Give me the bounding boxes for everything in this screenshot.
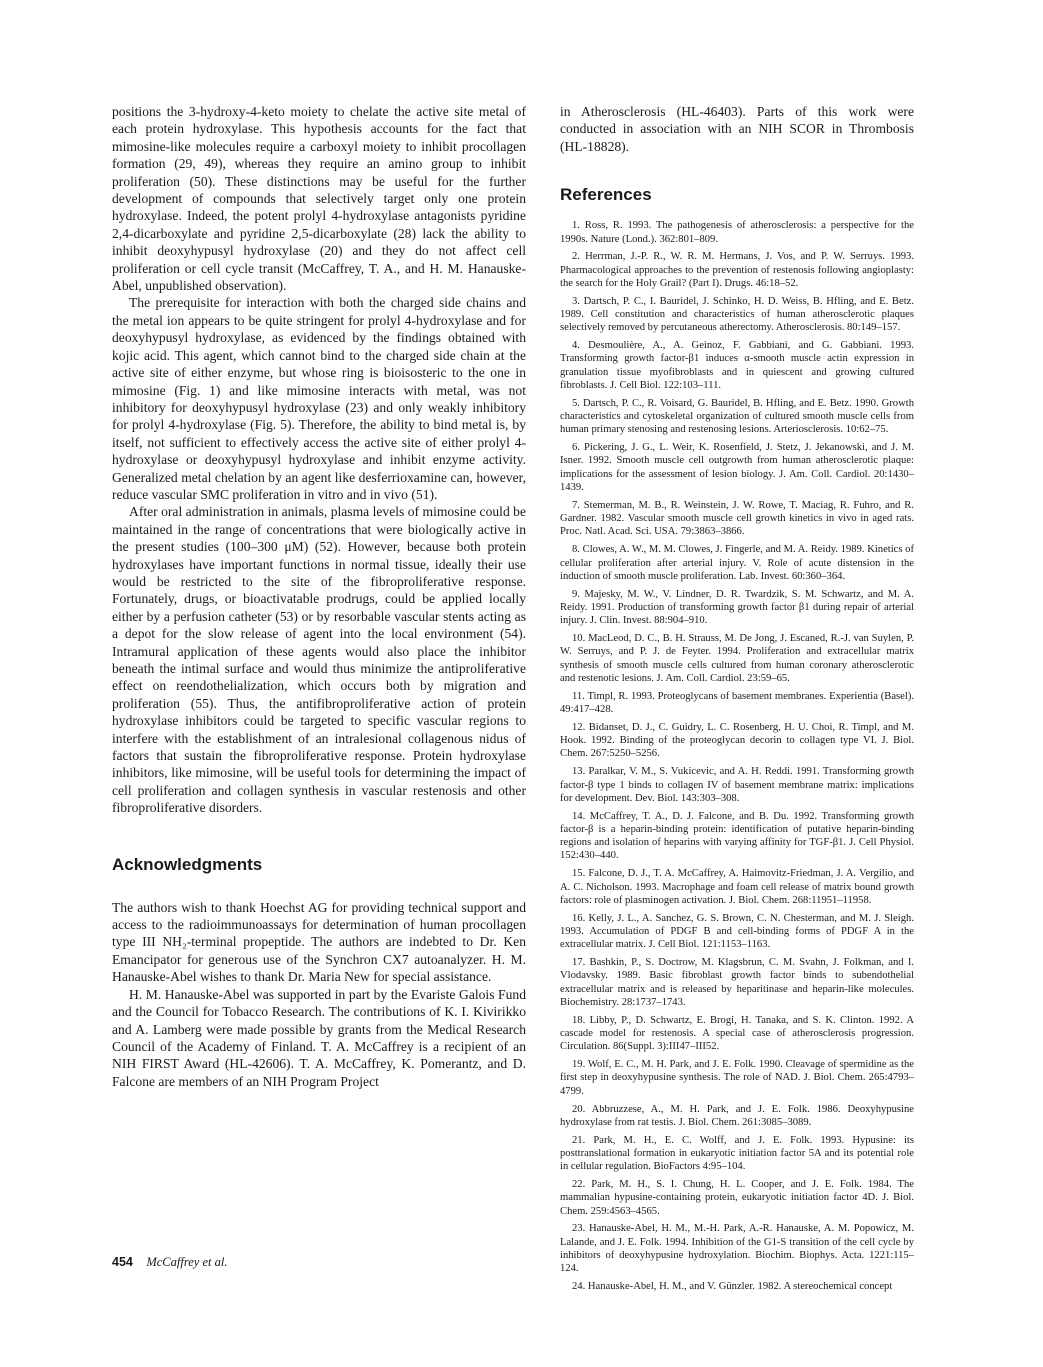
reference-item: 24. Hanauske-Abel, H. M., and V. Günzler. 1982. A stereochemical concept — [572, 1281, 893, 1293]
reference-item: 10. MacLeod, D. C., B. H. Strauss, M. De Jong, J. Escaned, R.-J. van Suylen, P. W. Serruys, and P. J. de Feyter. 1994. Proliferation and extracellular matrix synthesis of smooth muscle cells cultured from human coronary atherosclerotic and restenotic lesions. J. Am. Coll. Cardiol. 23:59–65. — [560, 633, 914, 684]
reference-item: 8. Clowes, A. W., M. M. Clowes, J. Fingerle, and M. A. Reidy. 1989. Kinetics of cellular proliferation after arterial injury. V. Role of acute distension in the induction of smooth muscle proliferation. Lab. Invest. 60:360–364. — [560, 544, 914, 582]
acknowledgments-paragraph: H. M. Hanauske-Abel was supported in part by the Evariste Galois Fund and the Council for Tobacco Research. The contributions of K. I. Kivirikko and A. Lamberg were made possible by grants from the Medical Research Council of the Academy of Finland. T. A. McCaffrey is a recipient of an NIH FIRST Award (HL-42606). T. A. McCaffrey, K. Pomerantz, and D. Falcone are members of an NIH Program Project — [112, 986, 526, 1089]
reference-item: 21. Park, M. H., E. C. Wolff, and J. E. Folk. 1993. Hypusine: its posttranslational formation in eukaryotic initiation factor 5A and its potential role in cellular regulation. BioFactors 4:95–104. — [560, 1134, 914, 1173]
page-footer — [112, 1255, 227, 1270]
references-heading: References — [560, 185, 652, 205]
reference-item: 2. Herrman, J.-P. R., W. R. M. Hermans, J. Vos, and P. W. Serruys. 1993. Pharmacological approaches to the prevention of restenosis following angioplasty: the search for the Holy Grail? (Part I). Drugs. 46:18–52. — [560, 251, 914, 289]
reference-item: 14. McCaffrey, T. A., D. J. Falcone, and B. Du. 1992. Transforming growth factor-β is a heparin-binding protein: identification of putative heparin-binding regions and isolation of heparins with varying affinity for TGF-β1. J. Cell Physiol. 152:430–440. — [560, 810, 914, 862]
reference-list — [560, 219, 914, 1293]
reference-item: 5. Dartsch, P. C., R. Voisard, G. Bauridel, B. Hfling, and E. Betz. 1990. Growth characteristics and cytoskeletal organization of cultured smooth muscle cells from human primary stenosing and restenosing lesions. Arteriosclerosis. 10:62–75. — [560, 397, 914, 436]
reference-item: 7. Stemerman, M. B., R. Weinstein, J. W. Rowe, T. Maciag, R. Fuhro, and R. Gardner. 1982. Vascular smooth muscle cell growth kinetics in vivo in aged rats. Proc. Natl. Acad. Sci. USA. 79:3863–3866. — [560, 499, 914, 538]
reference-item: 9. Majesky, M. W., V. Lindner, D. R. Twardzik, S. M. Schwartz, and M. A. Reidy. 1991. Production of transforming growth factor β1 during repair of arterial injury. J. Clin. Invest. 88:904–910. — [560, 588, 914, 627]
running-authors: McCaffrey et al. — [146, 1255, 228, 1269]
reference-item: 17. Bashkin, P., S. Doctrow, M. Klagsbrun, C. M. Svahn, J. Folkman, and I. Vlodavsky. 1989. Basic fibroblast growth factor binds to subendothelial extracellular matrix and is released by heparitinase and heparin-like molecules. Biochemistry. 28:1737–1743. — [560, 957, 914, 1008]
reference-item: 11. Timpl, R. 1993. Proteoglycans of basement membranes. Experientia (Basel). 49:417–428. — [560, 690, 914, 716]
body-paragraph: The prerequisite for interaction with both the charged side chains and the metal ion appears to be quite stringent for prolyl 4-hydroxylase and for deoxyhypusyl hydroxylase, as evidenced by the findings obtained with kojic acid. This agent, which cannot bind to the charged side chain at the active site of either enzyme, but whose ring is bioisosteric to the one in mimosine (Fig. 1) and like mimosine interacts with metal, was not inhibitory for deoxyhypusyl hydroxylase (23) and only weakly inhibitory for prolyl 4-hydroxylase (Fig. 5). Therefore, the ability to bind metal is, by itself, not sufficient to effectively access the active site of either prolyl 4-hydroxylase or deoxyhypusyl hydroxylase and inhibit enzyme activity. Generalized metal chelation by an agent like desferrioxamine can, however, reduce vascular SMC proliferation in vitro and in vivo (51). — [112, 295, 526, 502]
reference-item: 16. Kelly, J. L., A. Sanchez, G. S. Brown, C. N. Chesterman, and M. J. Sleigh. 1993. Accumulation of PDGF B and cell-binding forms of PDGF A in the extracellular matrix. J. Cell Biol. 121:1153–1163. — [560, 912, 914, 951]
reference-item: 23. Hanauske-Abel, H. M., M.-H. Park, A.-R. Hanauske, A. M. Popowicz, M. Lalande, and J. E. Folk. 1994. Inhibition of the G1-S transition of the cell cycle by inhibitors of deoxyhypusine hydroxylation. Biochim. Biophys. Acta. 1221:115–124. — [560, 1223, 914, 1275]
acknowledgments-heading: Acknowledgments — [112, 854, 263, 874]
reference-item: 22. Park, M. H., S. I. Chung, H. L. Cooper, and J. E. Folk. 1984. The mammalian hypusine-containing protein, eukaryotic initiation factor 4D. J. Biol. Chem. 259:4563–4565. — [560, 1179, 914, 1217]
reference-item: 13. Paralkar, V. M., S. Vukicevic, and A. H. Reddi. 1991. Transforming growth factor-β type 1 binds to collagen IV of basement membrane matrix: implications for development. Dev. Biol. 143:303–308. — [560, 766, 914, 804]
acknowledgments-paragraph: The authors wish to thank Hoechst AG for providing technical support and access to the radioimmunoassays for determination of human procollagen type III NH₂-terminal propeptide. The authors are indebted to Dr. Ken Emancipator for generous use of the Synchron CX7 autoanalyzer. H. M. Hanauske-Abel wishes to thank Dr. Maria New for special assistance. — [112, 899, 526, 985]
page-number: 454 — [112, 1255, 133, 1269]
reference-item: 1. Ross, R. 1993. The pathogenesis of atherosclerosis: a perspective for the 1990s. Nature (Lond.). 362:801–809. — [560, 220, 914, 245]
reference-item: 12. Bidanset, D. J., C. Guidry, L. C. Rosenberg, H. U. Choi, R. Timpl, and M. Hook. 1992. Binding of the proteoglycan decorin to collagen type VI. J. Biol. Chem. 267:5250–5256. — [560, 721, 914, 760]
acknowledgments-continuation: in Atherosclerosis (HL-46403). Parts of this work were conducted in association with an NIH SCOR in Thrombosis (HL-18828). — [560, 104, 914, 154]
reference-item: 15. Falcone, D. J., T. A. McCaffrey, A. Haimovitz-Friedman, J. A. Vergilio, and A. C. Nicholson. 1993. Macrophage and foam cell release of matrix bound growth factors: role of plasminogen activation. J. Biol. Chem. 268:11951–11958. — [560, 868, 914, 906]
reference-item: 18. Libby, P., D. Schwartz, E. Brogi, H. Tanaka, and S. K. Clinton. 1992. A cascade model for restenosis. A special case of atherosclerosis progression. Circulation. 86(Suppl. 3):III47–III52. — [560, 1014, 914, 1053]
reference-item: 6. Pickering, J. G., L. Weir, K. Rosenfield, J. Stetz, J. Jekanowski, and J. M. Isner. 1992. Smooth muscle cell outgrowth from human atherosclerotic plaque: implications for the assessment of lesion biology. J. Am. Coll. Cardiol. 20:1430–1439. — [560, 442, 914, 494]
body-paragraph: After oral administration in animals, plasma levels of mimosine could be maintained in the range of concentrations that were biologically active in the present studies (100–300 μM) (52). However, because both protein hydroxylases have important functions in normal tissue, ideally their use would be restricted to the site of the fibroproliferative response. Fortunately, drugs, or bioactivatable prodrugs, could be applied locally either by a perfusion catheter (53) or by resorbable vascular stents acting as a depot for the slow release of agent into the local environment (54). Intramural application of these agents would also place the inhibitor beneath the intimal surface and would thus minimize the antiproliferative effect on reendothelialization, which occurs both by migration and proliferation (55). Thus, the antifibroproliferative action of protein hydroxylase inhibitors could be targeted to specific vascular regions to interfere with the establishment of an intralesional collagenous nidus of factors that sustain the fibroproliferative response. Protein hydroxylase inhibitors, like mimosine, will be useful tools for determining the impact of cell proliferation and collagen synthesis in vascular restenosis and other fibroproliferative disorders. — [112, 504, 526, 816]
right-column — [560, 103, 914, 1298]
reference-item: 3. Dartsch, P. C., I. Bauridel, J. Schinko, H. D. Weiss, B. Hfling, and E. Betz. 1989. Cell constitution and characteristics of human atherosclerotic plaques selectively removed by percutaneous atherectomy. Atherosclerosis. 80:149–157. — [560, 295, 914, 334]
reference-item: 20. Abbruzzese, A., M. H. Park, and J. E. Folk. 1986. Deoxyhypusine hydroxylase from rat testis. J. Biol. Chem. 261:3085–3089. — [560, 1103, 914, 1128]
body-paragraph: positions the 3-hydroxy-4-keto moiety to chelate the active site metal of each protein hydroxylase. This hypothesis accounts for the fact that mimosine-like molecules require a carboxyl moiety to inhibit procollagen formation (29, 49), whereas they require an amino group to inhibit proliferation (50). These distinctions may be useful for the further development of compounds that selectively target only one protein hydroxylase. Indeed, the potent prolyl 4-hydroxylase antagonists pyridine 2,4-dicarboxylate and pyridine 2,5-dicarboxylate (28) lack the ability to inhibit deoxyhypusyl hydroxylase (20) and they do not affect cell proliferation or cell cycle transit (McCaffrey, T. A., and H. M. Hanauske-Abel, unpublished observation). — [112, 104, 526, 294]
reference-item: 4. Desmoulière, A., A. Geinoz, F. Gabbiani, and G. Gabbiani. 1993. Transforming growth factor-β1 induces α-smooth muscle actin expression in granulation tissue myofibroblasts and in quiescent and growing cultured fibroblasts. J. Cell Biol. 122:103–111. — [560, 340, 914, 391]
reference-item: 19. Wolf, E. C., M. H. Park, and J. E. Folk. 1990. Cleavage of spermidine as the first step in deoxyhypusine synthesis. The role of NAD. J. Biol. Chem. 265:4793–4799. — [560, 1059, 914, 1097]
left-column — [112, 103, 526, 1090]
